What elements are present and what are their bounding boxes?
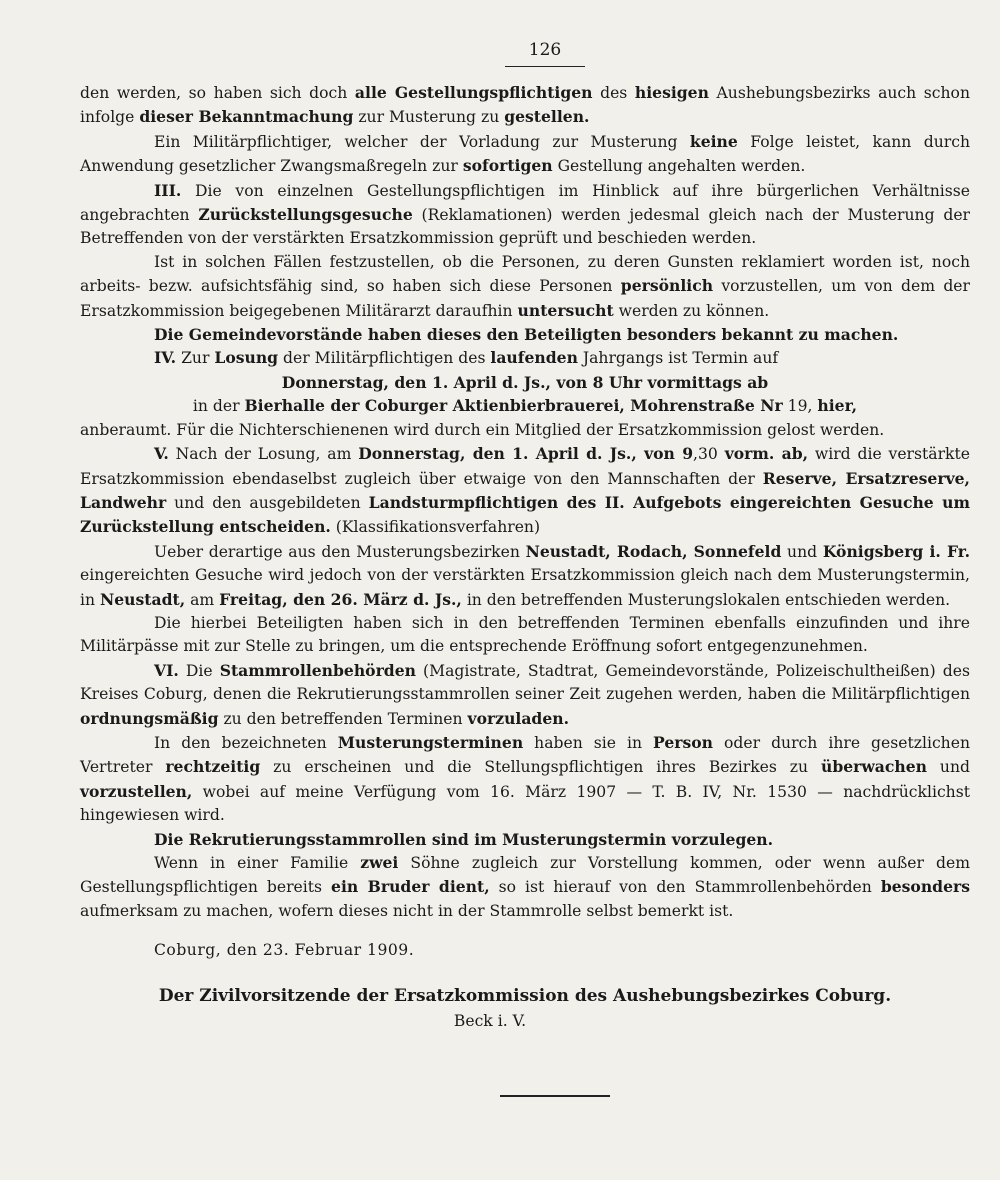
section-vi: VI. Die Stammrollenbehörden (Magistrate, Stadtrat, Gemeindevorstände, Polizeischultheißen) des Kreises Coburg, denen die Rekrutierungsstammrollen seiner Zeit zugehen werden, haben die Militärpflichtigen ordnungsmäßig zu den betreffenden Terminen vorzuladen. bbox=[80, 660, 970, 728]
signature-title: Der Zivilvorsitzende der Ersatzkommission des Aushebungsbezirkes Coburg. bbox=[158, 985, 892, 1006]
paragraph-1: den werden, so haben sich doch alle Gestellungspflichtigen des hiesigen Aushebungsbezirks auch schon infolge dieser Bekanntmachung zur Musterung zu gestellen. bbox=[80, 83, 970, 127]
page-number-rule bbox=[505, 66, 585, 67]
paragraph-2: Ein Militärpflichtiger, welcher der Vorladung zur Musterung keine Folge leistet, kann durch Anwendung gesetzlicher Zwangsmaßregeln zur sofortigen Gestellung angehalten werden. bbox=[80, 131, 970, 176]
date-line: Coburg, den 23. Februar 1909. bbox=[154, 941, 415, 960]
paragraph-9: anberaumt. Für die Nichterschienenen wird durch ein Mitglied der Ersatzkommission gelost werden. bbox=[80, 420, 885, 439]
losung-location: in der Bierhalle der Coburger Aktienbierbrauerei, Mohrenstraße Nr 19, hier, bbox=[192, 396, 858, 416]
losung-date: Donnerstag, den 1. April d. Js., von 8 Uhr vormittags ab bbox=[281, 372, 769, 392]
paragraph-12: Die hierbei Beteiligten haben sich in den betreffenden Terminen ebenfalls einzufinden und ihre Militärpässe mit zur Stelle zu bringen, um die entsprechende Eröffnung sofort entgegenzunehmen. bbox=[80, 613, 970, 656]
section-v: V. Nach der Losung, am Donnerstag, den 1. April d. Js., von 9,30 vorm. ab, wird die verstärkte Ersatzkommission ebendaselbst zugleich über etwaige von den Mannschaften der Reserve, Ersatzreserve, Landwehr und den ausgebildeten Landsturmpflichtigen des II. Aufgebots eingereichten Gesuche um Zurückstellung entscheiden. (Klassifikationsverfahren) bbox=[80, 444, 970, 537]
paragraph-14: In den bezeichneten Musterungsterminen haben sie in Person oder durch ihre gesetzlichen Vertreter rechtzeitig zu erscheinen und die Stellungspflichtigen ihres Bezirkes zu überwachen und vorzustellen, wobei auf meine Verfügung vom 16. März 1907 — T. B. IV, Nr. 1530 — nachdrücklichst hingewiesen wird. bbox=[80, 732, 970, 825]
page-number: 126 bbox=[528, 40, 562, 60]
section-iii: III. Die von einzelnen Gestellungspflichtigen im Hinblick auf ihre bürgerlichen Verhältnisse angebrachten Zurückstellungsgesuche (Reklamationen) werden jedesmal gleich nach der Musterung der Betreffenden von der verstärkten Ersatzkommission geprüft und beschieden werden. bbox=[80, 180, 970, 248]
paragraph-16: Wenn in einer Familie zwei Söhne zugleich zur Vorstellung kommen, oder wenn außer dem Gestellungspflichtigen bereits ein Bruder dient, so ist hierauf von den Stammrollenbehörden besonders aufmerksam zu machen, wofern dieses nicht in der Stammrolle selbst bemerkt ist. bbox=[80, 853, 971, 920]
paragraph-5: Die Gemeindevorstände haben dieses den Beteiligten besonders bekannt zu machen. bbox=[154, 325, 899, 345]
signatory: Beck i. V. bbox=[453, 1012, 527, 1031]
paragraph-11: Ueber derartige aus den Musterungsbezirken Neustadt, Rodach, Sonnefeld und Königsberg i. Fr. eingereichten Gesuche wird jedoch von der verstärkten Ersatzkommission gleich nach dem Musterungstermin, in Neustadt, am Freitag, den 26. März d. Js., in den betreffenden Musterungslokalen entschieden werden. bbox=[80, 541, 971, 609]
closing-rule bbox=[500, 1095, 610, 1097]
paragraph-4: Ist in solchen Fällen festzustellen, ob die Personen, zu deren Gunsten reklamiert worden ist, noch arbeits- bezw. aufsichtsfähig sind, so haben sich diese Personen persönlich vorzustellen, um von dem der Ersatzkommission beigegebenen Militärarzt daraufhin untersucht werden zu können. bbox=[80, 252, 970, 320]
paragraph-15: Die Rekrutierungsstammrollen sind im Musterungstermin vorzulegen. bbox=[154, 829, 774, 849]
section-iv: IV. Zur Losung der Militärpflichtigen des laufenden Jahrgangs ist Termin auf bbox=[154, 348, 779, 368]
